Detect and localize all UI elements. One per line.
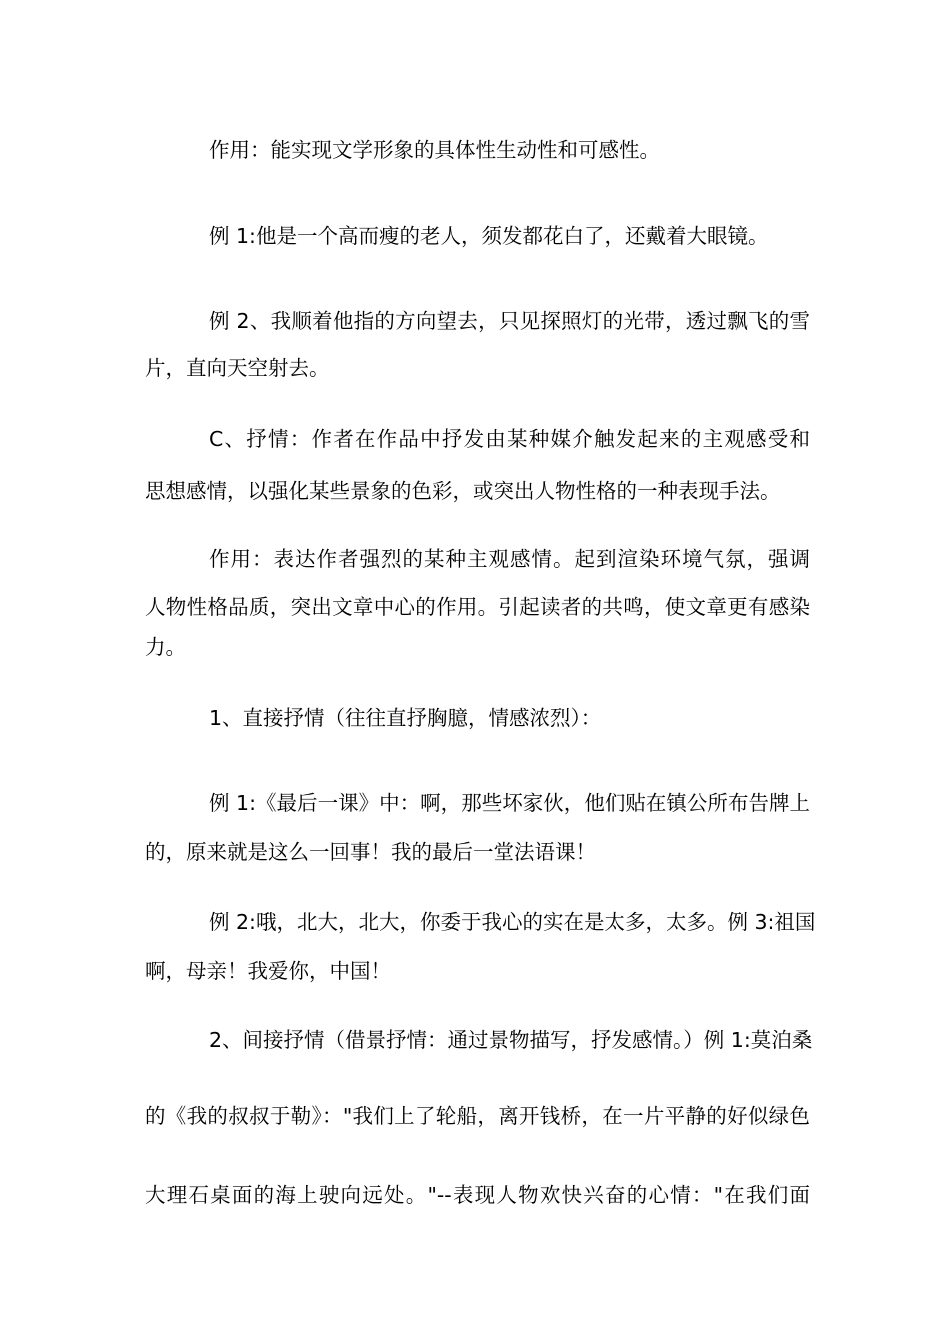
paragraph-line: 例 2、我顺着他指的方向望去，只见探照灯的光带，透过飘飞的雪 (209, 309, 810, 333)
paragraph-line: 的《我的叔叔于勒》："我们上了轮船，离开钱桥，在一片平静的好似绿色 (145, 1104, 810, 1128)
paragraph-line: 1、直接抒情（往往直抒胸臆，情感浓烈）： (209, 706, 602, 730)
paragraph-line: C、抒情：作者在作品中抒发由某种媒介触发起来的主观感受和 (209, 427, 810, 451)
paragraph-line: 作用：能实现文学形象的具体性生动性和可感性。 (209, 138, 660, 162)
paragraph-line: 大理石桌面的海上驶向远处。"--表现人物欢快兴奋的心情："在我们面 (145, 1183, 810, 1207)
paragraph-line: 思想感情，以强化某些景象的色彩，或突出人物性格的一种表现手法。 (145, 479, 781, 503)
paragraph-line: 作用：表达作者强烈的某种主观感情。起到渲染环境气氛，强调 (209, 547, 810, 571)
paragraph-line: 例 1:《最后一课》中：啊，那些坏家伙，他们贴在镇公所布告牌上 (209, 791, 810, 815)
paragraph-line: 的，原来就是这么一回事！我的最后一堂法语课！ (145, 840, 596, 864)
paragraph-line: 片，直向天空射去。 (145, 356, 330, 380)
paragraph-line: 2、间接抒情（借景抒情：通过景物描写，抒发感情。）例 1:莫泊桑 (209, 1028, 813, 1052)
paragraph-line: 人物性格品质，突出文章中心的作用。引起读者的共鸣，使文章更有感染 (145, 595, 810, 619)
paragraph-line: 力。 (145, 635, 186, 659)
paragraph-line: 例 2:哦，北大，北大，你委于我心的实在是太多，太多。例 3:祖国 (209, 910, 816, 934)
paragraph-line: 啊，母亲！我爱你，中国！ (145, 959, 391, 983)
paragraph-line: 例 1:他是一个高而瘦的老人，须发都花白了，还戴着大眼镜。 (209, 224, 769, 248)
